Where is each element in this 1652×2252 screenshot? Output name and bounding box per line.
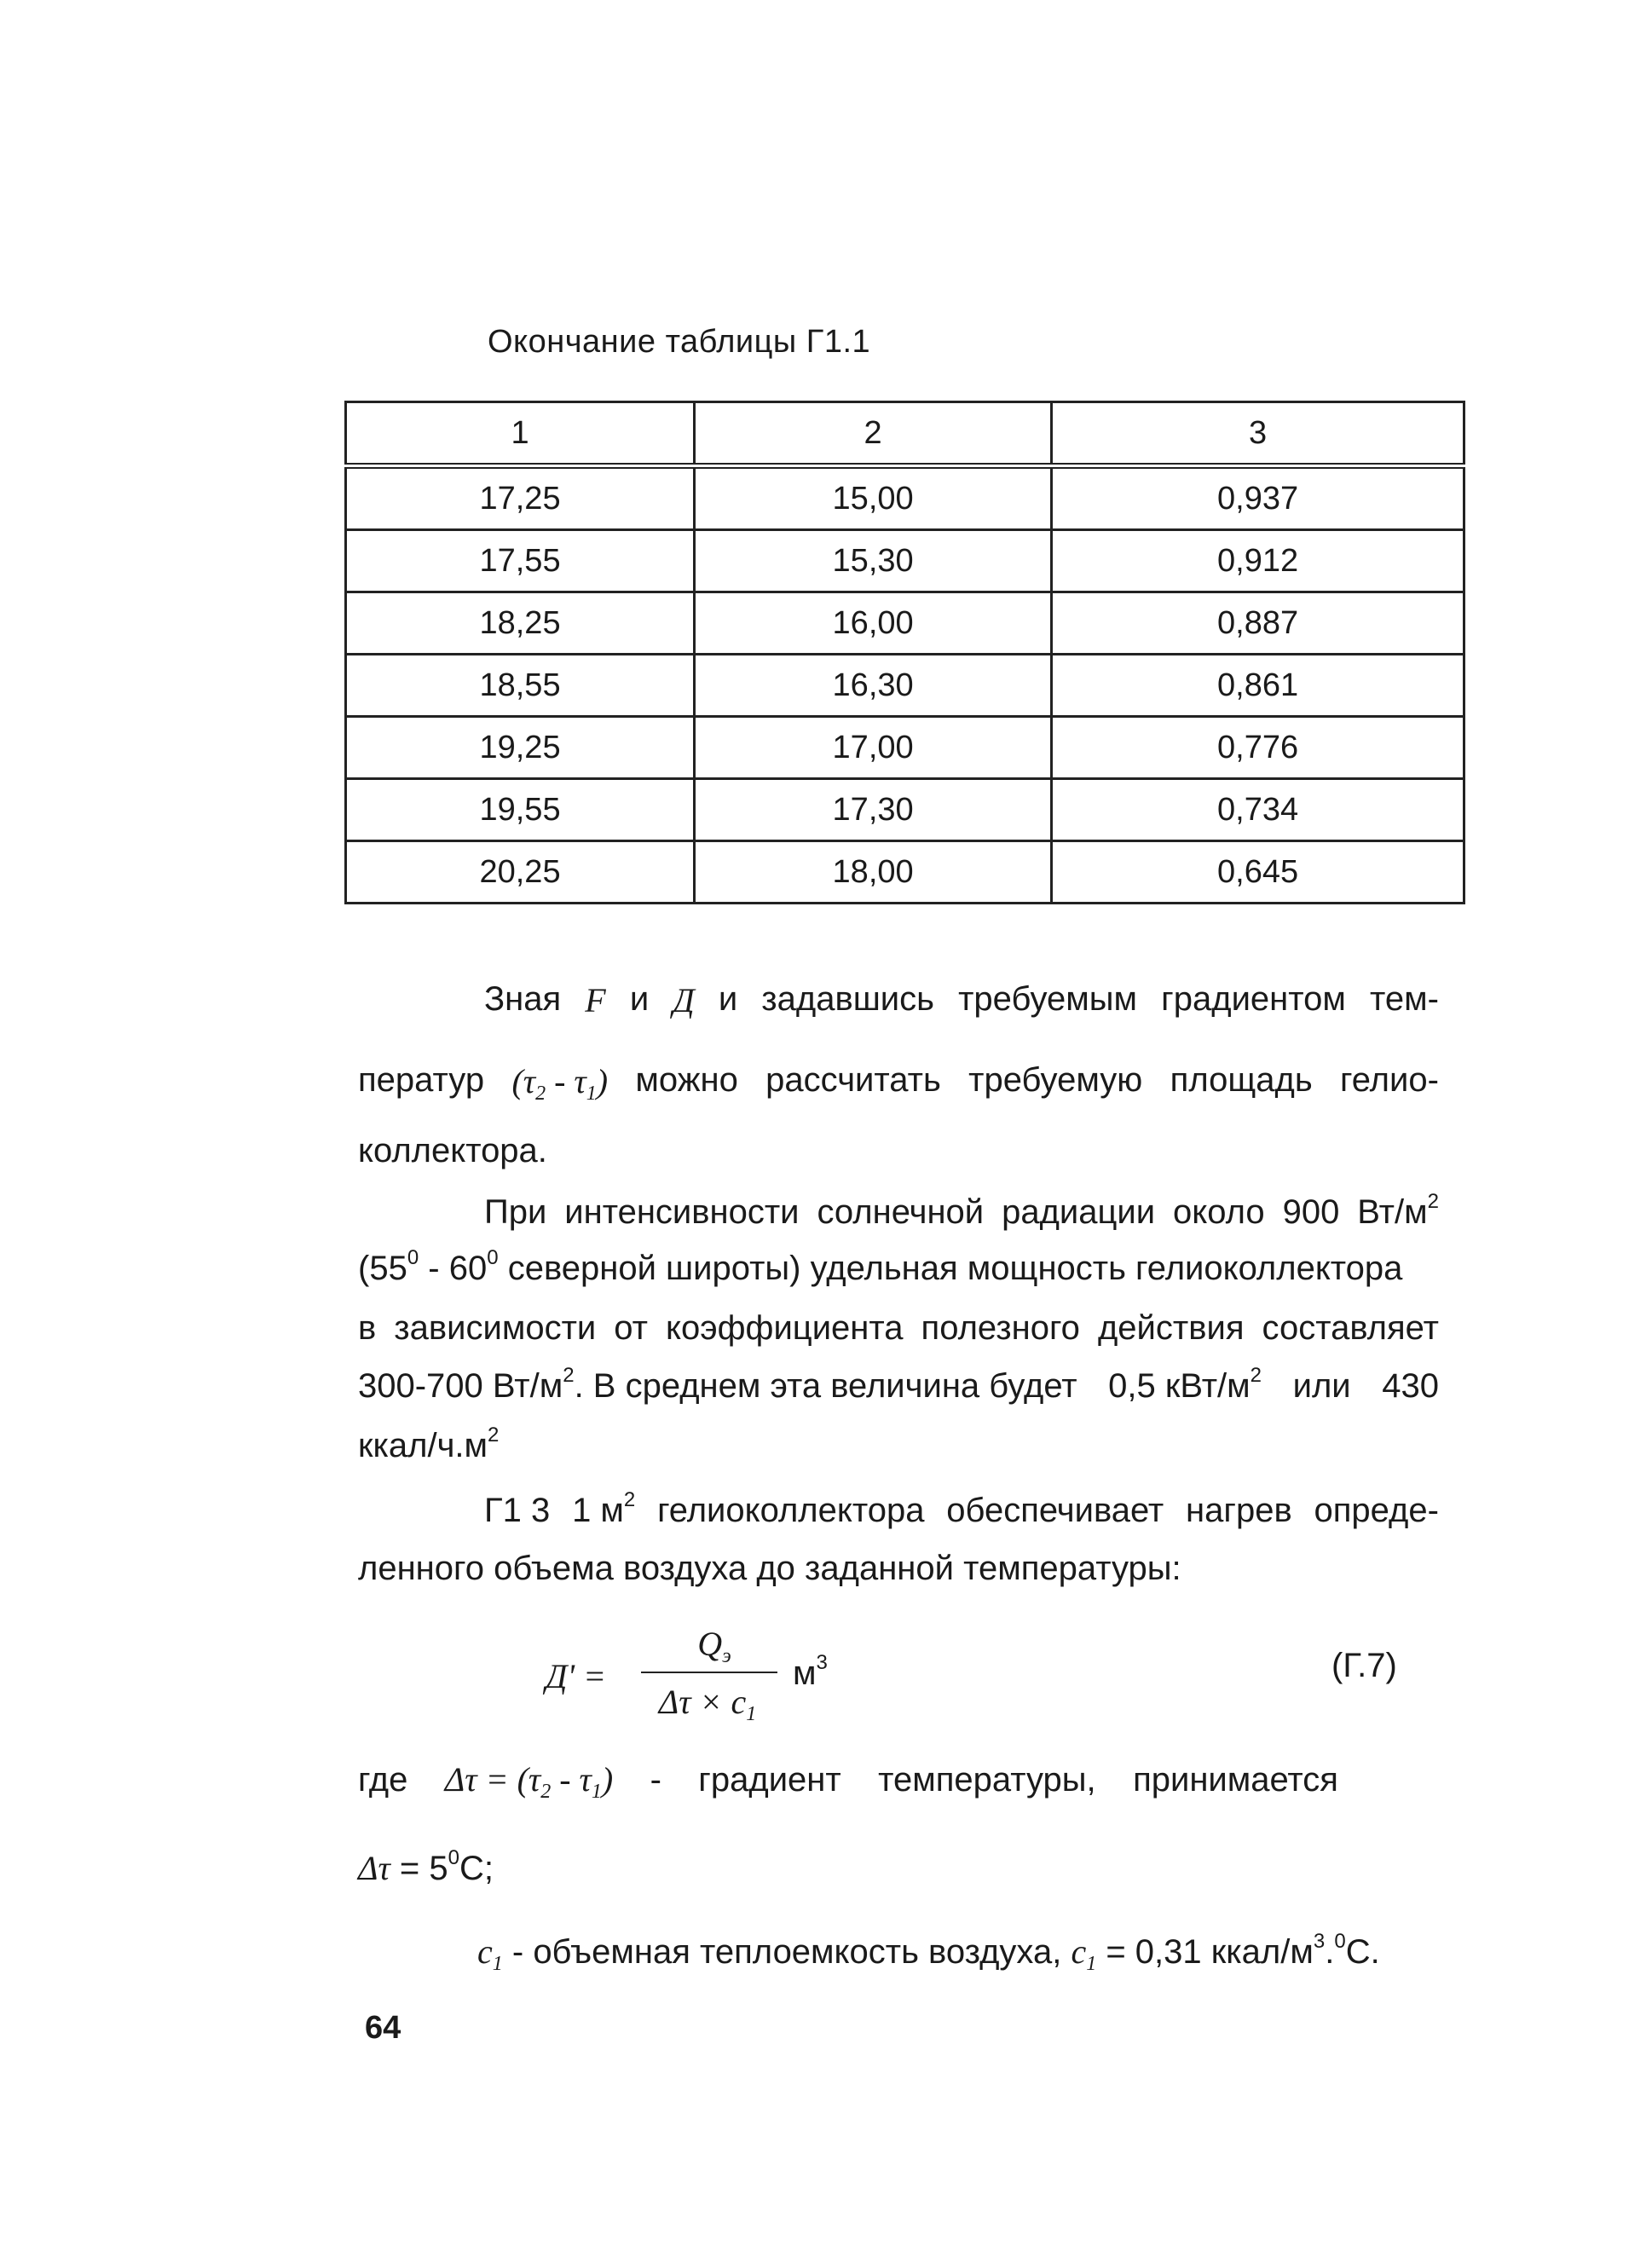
paragraph-line xyxy=(358,1423,500,1464)
formula-unit xyxy=(793,1651,828,1693)
table-cell: 0,937 xyxy=(1052,466,1464,530)
text-word: площадь xyxy=(1170,1061,1313,1099)
formula-g7 xyxy=(546,1624,828,1726)
text-word: действия xyxy=(1097,1309,1245,1347)
table-row xyxy=(346,592,1464,655)
superscript: 2 xyxy=(563,1364,575,1387)
superscript: 3 xyxy=(1313,1930,1326,1953)
superscript: 2 xyxy=(623,1488,636,1511)
text-word: в xyxy=(358,1309,377,1347)
page-number: 64 xyxy=(365,2010,401,2046)
text-word: зависимости xyxy=(394,1309,597,1347)
formula-part: Δτ = (τ xyxy=(444,1760,541,1799)
formula-lhs: Д' = xyxy=(546,1657,606,1695)
text-word: интенсивности xyxy=(564,1193,800,1231)
text-word: где xyxy=(358,1761,408,1799)
text-word: ператур xyxy=(358,1061,485,1099)
text-word: и xyxy=(718,980,738,1018)
text-word: радиации xyxy=(1002,1193,1156,1231)
table-cell: 0,861 xyxy=(1052,655,1464,717)
text-word xyxy=(1108,1364,1262,1406)
table-cell: 20,25 xyxy=(346,841,695,904)
formula-part: м xyxy=(793,1654,817,1692)
text-word: полезного xyxy=(921,1309,1080,1347)
text-word: При xyxy=(484,1193,547,1231)
paragraph-line: коллектора. xyxy=(358,1132,547,1169)
formula-part: - τ xyxy=(551,1760,592,1799)
table-row xyxy=(346,841,1464,904)
paragraph-line xyxy=(484,980,1439,1020)
text-word: обеспечивает xyxy=(946,1492,1164,1529)
text-part: С. xyxy=(1345,1933,1380,1971)
text-word: или xyxy=(1292,1367,1351,1405)
text-part: - 60 xyxy=(419,1250,488,1287)
text-word xyxy=(358,1364,1077,1406)
paragraph-line xyxy=(484,1488,1439,1530)
table-cell: 18,55 xyxy=(346,655,695,717)
table-cell: 19,25 xyxy=(346,717,695,779)
superscript: 2 xyxy=(1427,1190,1439,1213)
formula-subscript: 1 xyxy=(746,1703,757,1725)
table-row xyxy=(346,655,1464,717)
table-cell: 18,25 xyxy=(346,592,695,655)
text-word: составляет xyxy=(1262,1309,1439,1347)
table-cell: 16,30 xyxy=(695,655,1052,717)
text-word: градиентом xyxy=(1161,980,1346,1018)
paragraph-line xyxy=(358,1846,494,1887)
text-word: требуемым xyxy=(958,980,1138,1018)
paragraph-line xyxy=(484,1190,1439,1232)
table-cell: 16,00 xyxy=(695,592,1052,655)
text-word: гелио- xyxy=(1340,1061,1439,1099)
formula-subscript: 1 xyxy=(1086,1953,1097,1975)
text-part: 1 м xyxy=(572,1492,624,1529)
text-part: = 5 xyxy=(390,1850,448,1887)
formula-subscript: 1 xyxy=(492,1953,503,1975)
paragraph-line xyxy=(358,1246,1403,1287)
formula-part: Q xyxy=(697,1625,723,1663)
text-part: . xyxy=(1325,1933,1335,1971)
text-word: гелиоколлектора xyxy=(657,1492,925,1529)
data-table xyxy=(344,401,1465,904)
text-word: - xyxy=(650,1761,661,1799)
formula-numerator xyxy=(655,1624,774,1667)
table-cell: 17,55 xyxy=(346,530,695,592)
text-word: градиент xyxy=(698,1761,841,1799)
text-word: требуемую xyxy=(968,1061,1143,1099)
text-word: 430 xyxy=(1382,1367,1439,1405)
delta-tau-expression xyxy=(444,1760,614,1803)
formula-part: (τ xyxy=(511,1062,536,1100)
table-cell: 0,645 xyxy=(1052,841,1464,904)
table-cell: 19,55 xyxy=(346,779,695,841)
superscript: 3 xyxy=(816,1651,828,1674)
paragraph-line xyxy=(358,1309,1439,1348)
table-cell: 0,887 xyxy=(1052,592,1464,655)
text-word: опреде- xyxy=(1314,1492,1439,1529)
superscript: 2 xyxy=(1250,1364,1262,1387)
table-row xyxy=(346,717,1464,779)
paragraph-line xyxy=(477,1930,1380,1975)
text-word: тем- xyxy=(1369,980,1439,1018)
text-word: 900 xyxy=(1282,1193,1340,1231)
text-part: 300-700 Вт/м xyxy=(358,1367,563,1405)
text-word: Зная xyxy=(484,980,562,1018)
text-word: рассчитать xyxy=(765,1061,941,1099)
formula-part: ) xyxy=(596,1062,609,1100)
text-word: Г1 3 xyxy=(484,1492,551,1529)
temperature-difference xyxy=(511,1061,609,1105)
formula-subscript: 2 xyxy=(540,1781,552,1803)
table-cell: 0,776 xyxy=(1052,717,1464,779)
table-caption: Окончание таблицы Г1.1 xyxy=(488,324,871,360)
formula-subscript: 1 xyxy=(591,1781,602,1803)
text-word: задавшись xyxy=(761,980,934,1018)
text-word xyxy=(1357,1190,1439,1232)
text-word: около xyxy=(1173,1193,1265,1231)
table-row xyxy=(346,779,1464,841)
text-part: 0,5 кВт/м xyxy=(1108,1367,1251,1405)
text-word: принимается xyxy=(1133,1761,1338,1799)
text-word xyxy=(572,1488,636,1530)
text-word: температуры, xyxy=(878,1761,1096,1799)
table-cell: 17,30 xyxy=(695,779,1052,841)
equation-number: (Г.7) xyxy=(1331,1647,1397,1684)
text-part: - объемная теплоемкость воздуха, xyxy=(502,1933,1071,1971)
paragraph-line xyxy=(358,1061,1439,1105)
paragraph-line xyxy=(358,1364,1439,1406)
paragraph-line xyxy=(358,1760,1338,1803)
text-part: ккал/ч.м xyxy=(358,1427,488,1464)
table-row xyxy=(346,530,1464,592)
formula-subscript: 1 xyxy=(586,1083,597,1105)
table-header-cell: 3 xyxy=(1052,402,1464,466)
table-header-cell: 2 xyxy=(695,402,1052,466)
formula-part: Δτ × c xyxy=(658,1683,747,1721)
paragraph-line: ленного объема воздуха до заданной температуры: xyxy=(358,1550,1181,1587)
table-cell: 18,00 xyxy=(695,841,1052,904)
variable-c1: c xyxy=(477,1932,493,1971)
variable-d: Д xyxy=(673,981,695,1019)
fraction-bar xyxy=(641,1672,777,1673)
table-header-row xyxy=(346,402,1464,466)
text-part: (55 xyxy=(358,1250,407,1287)
text-word: и xyxy=(629,980,650,1018)
table-cell: 17,00 xyxy=(695,717,1052,779)
text-word: можно xyxy=(635,1061,738,1099)
table-cell: 0,912 xyxy=(1052,530,1464,592)
formula-subscript: 2 xyxy=(535,1083,546,1105)
table-cell: 15,00 xyxy=(695,466,1052,530)
table-cell: 0,734 xyxy=(1052,779,1464,841)
variable-c1: c xyxy=(1071,1932,1087,1971)
text-word: солнечной xyxy=(817,1193,985,1231)
superscript: 0 xyxy=(1334,1930,1346,1953)
text-word: коэффициента xyxy=(666,1309,904,1347)
table-header-cell: 1 xyxy=(346,402,695,466)
formula-denominator xyxy=(631,1682,784,1725)
table-cell: 17,25 xyxy=(346,466,695,530)
superscript: 0 xyxy=(487,1246,499,1269)
variable-f: F xyxy=(585,981,606,1019)
text-part: = 0,31 ккал/м xyxy=(1096,1933,1314,1971)
table-cell: 15,30 xyxy=(695,530,1052,592)
formula-part: - τ xyxy=(546,1062,586,1100)
text-word: нагрев xyxy=(1186,1492,1292,1529)
superscript: 0 xyxy=(407,1246,419,1269)
text-part: С; xyxy=(459,1850,494,1887)
superscript: 2 xyxy=(488,1423,500,1446)
delta-tau-symbol: Δτ xyxy=(358,1849,390,1887)
text-word: от xyxy=(614,1309,648,1347)
text-part: . В среднем эта величина будет xyxy=(574,1367,1077,1405)
superscript: 0 xyxy=(448,1846,459,1869)
text-part: Вт/м xyxy=(1357,1193,1428,1231)
formula-subscript: э xyxy=(722,1645,731,1667)
text-part: северной широты) удельная мощность гелиоколлектора xyxy=(498,1250,1403,1287)
formula-part: ) xyxy=(601,1760,614,1799)
table-row xyxy=(346,466,1464,530)
